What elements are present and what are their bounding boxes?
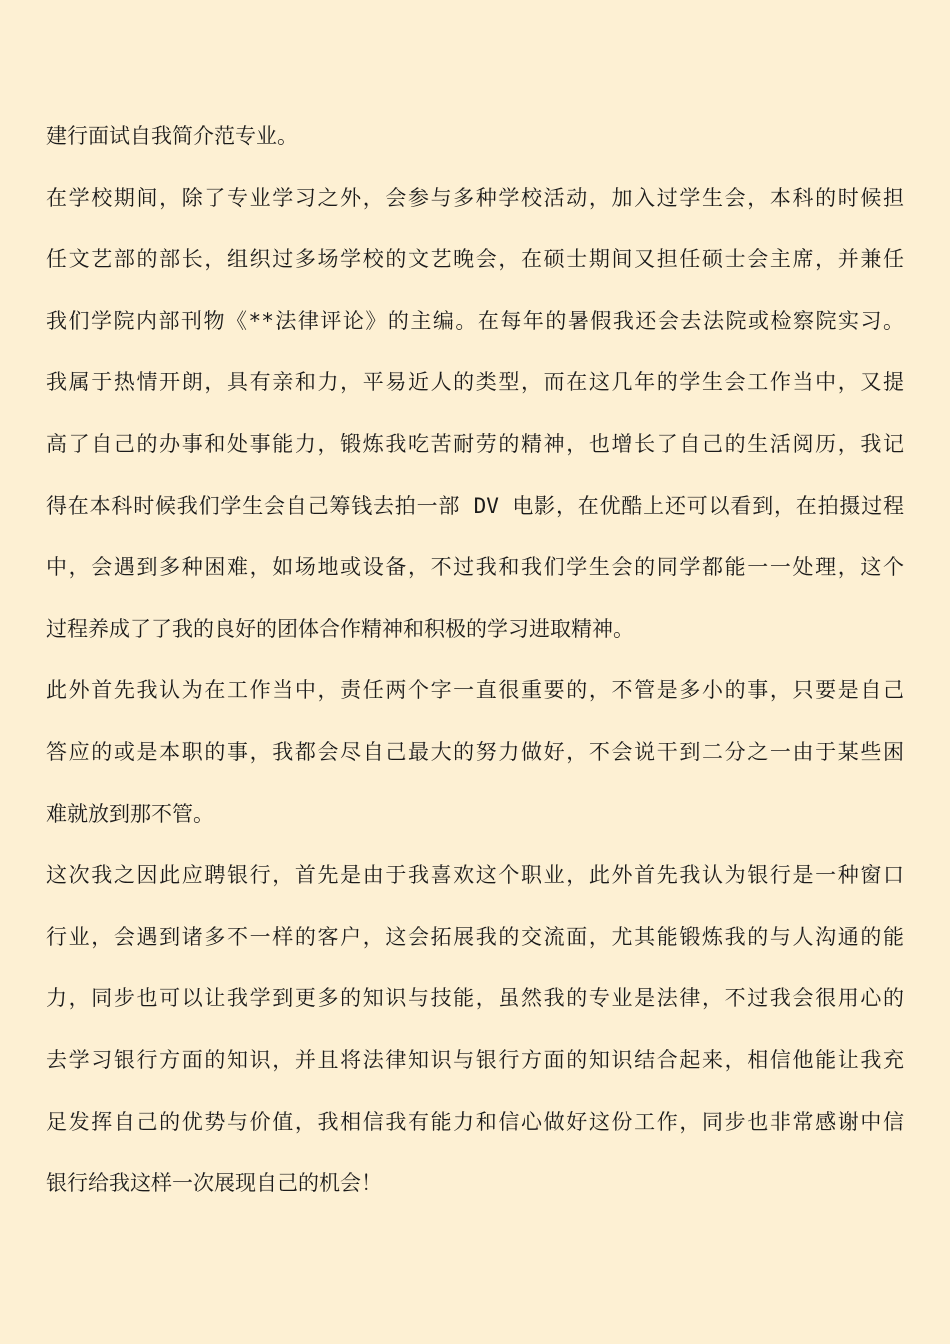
document-body	[46, 106, 904, 1215]
paragraph-line: 在学校期间，除了专业学习之外，会参与多种学校活动，加入过学生会，本科的时候担	[46, 185, 904, 210]
paragraph-line: 高了自己的办事和处事能力，锻炼我吃苦耐劳的精神，也增长了自己的生活阅历，我记	[46, 431, 904, 456]
paragraph-line: 力，同步也可以让我学到更多的知识与技能，虽然我的专业是法律，不过我会很用心的	[46, 986, 904, 1011]
paragraph-line: 任文艺部的部长，组织过多场学校的文艺晚会，在硕士期间又担任硕士会主席，并兼任	[46, 247, 904, 272]
paragraph-line: 得在本科时候我们学生会自己筹钱去拍一部 DV 电影，在优酷上还可以看到，在拍摄过程	[46, 493, 904, 518]
paragraph-line: 过程养成了了我的良好的团体合作精神和积极的学习进取精神。	[46, 616, 634, 641]
paragraph-line: 难就放到那不管。	[46, 801, 214, 826]
paragraph-line: 建行面试自我简介范专业。	[46, 124, 298, 148]
paragraph-line: 答应的或是本职的事，我都会尽自己最大的努力做好，不会说干到二分之一由于某些困	[46, 739, 904, 764]
paragraph-line: 这次我之因此应聘银行，首先是由于我喜欢这个职业，此外首先我认为银行是一种窗口	[46, 863, 904, 888]
paragraph-line: 此外首先我认为在工作当中，责任两个字一直很重要的，不管是多小的事，只要是自己	[46, 678, 904, 703]
paragraph-line: 行业，会遇到诸多不一样的客户，这会拓展我的交流面，尤其能锻炼我的与人沟通的能	[46, 924, 904, 949]
paragraph-line: 我属于热情开朗，具有亲和力，平易近人的类型，而在这几年的学生会工作当中，又提	[46, 370, 904, 395]
paragraph-line: 去学习银行方面的知识，并且将法律知识与银行方面的知识结合起来，相信他能让我充	[46, 1047, 904, 1072]
paragraph-line: 中，会遇到多种困难，如场地或设备，不过我和我们学生会的同学都能一一处理，这个	[46, 555, 904, 580]
paragraph-line: 我们学院内部刊物《**法律评论》的主编。在每年的暑假我还会去法院或检察院实习。	[46, 308, 904, 333]
paragraph-line: 足发挥自己的优势与价值，我相信我有能力和信心做好这份工作，同步也非常感谢中信	[46, 1109, 904, 1134]
paragraph-line: 银行给我这样一次展现自己的机会！	[46, 1171, 382, 1196]
